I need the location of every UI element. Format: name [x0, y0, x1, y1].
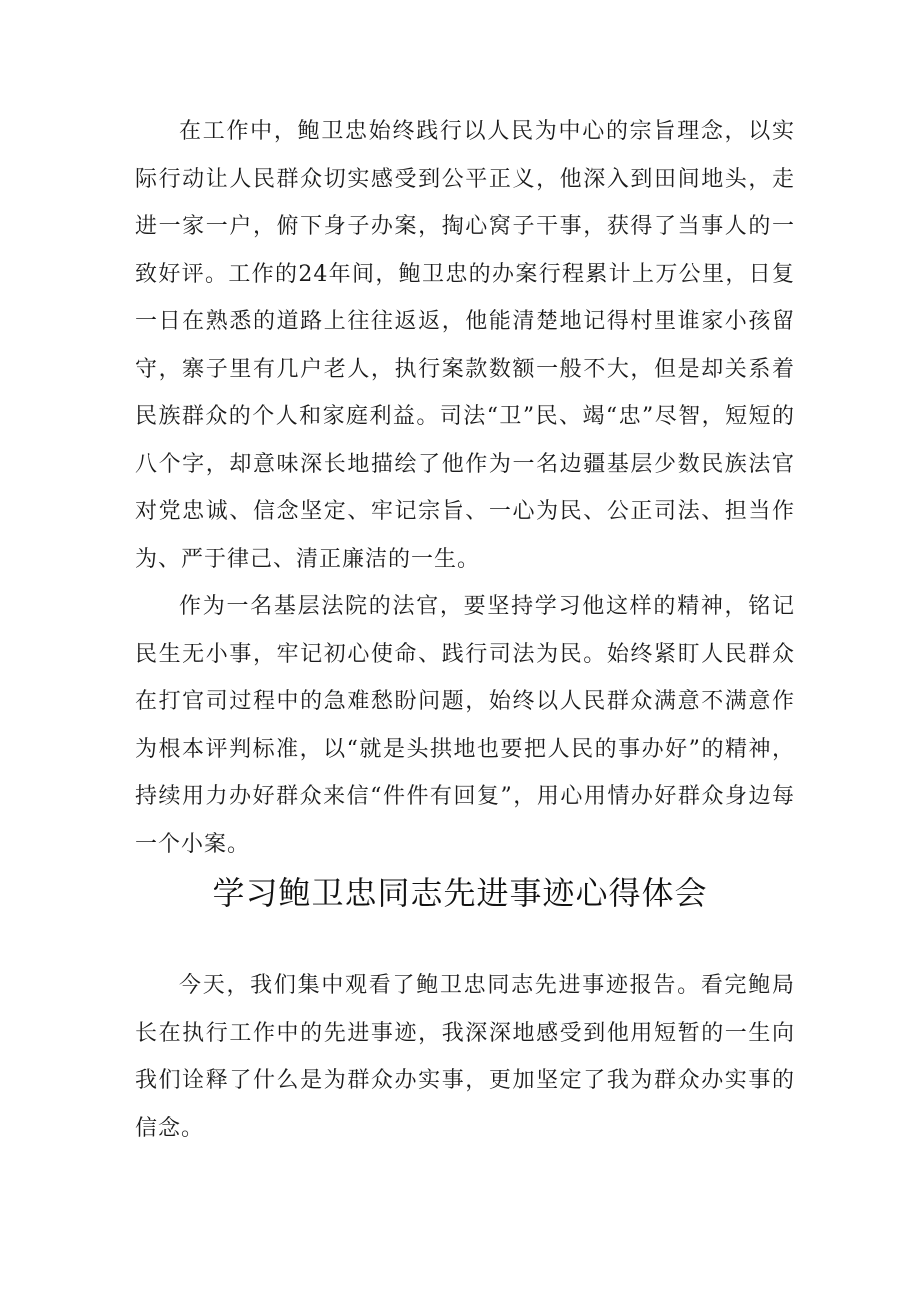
- article-heading: 学习鲍卫忠同志先进事迹心得体会: [212, 874, 708, 912]
- body-paragraph-2: 作为一名基层法院的法官，要坚持学习他这样的精神，铭记民生无小事，牢记初心使命、践行司法为民。始终紧盯人民群众在打官司过程中的急难愁盼问题，始终以人民群众满意不满意作为根本评判标准，以“就是头拱地也要把人民的事办好”的精神，持续用力办好群众来信“件件有回复”，用心用情办好群众身边每一个小案。: [135, 594, 795, 857]
- body-paragraph-1: 在工作中，鲍卫忠始终践行以人民为中心的宗旨理念，以实际行动让人民群众切实感受到公平正义，他深入到田间地头，走进一家一户，俯下身子办案，掏心窝子干事，获得了当事人的一致好评。工作的24年间，鲍卫忠的办案行程累计上万公里，日复一日在熟悉的道路上往往返返，他能清楚地记得村里谁家小孩留守，寨子里有几户老人，执行案款数额一般不大，但是却关系着民族群众的个人和家庭利益。司法“卫”民、竭“忠”尽智，短短的八个字，却意味深长地描绘了他作为一名边疆基层少数民族法官对党忠诚、信念坚定、牢记宗旨、一心为民、公正司法、担当作为、严于律己、清正廉洁的一生。: [135, 119, 795, 572]
- body-paragraph-3: 今天，我们集中观看了鲍卫忠同志先进事迹报告。看完鲍局长在执行工作中的先进事迹，我深深地感受到他用短暂的一生向我们诠释了什么是为群众办实事，更加坚定了我为群众办实事的信念。: [135, 973, 795, 1141]
